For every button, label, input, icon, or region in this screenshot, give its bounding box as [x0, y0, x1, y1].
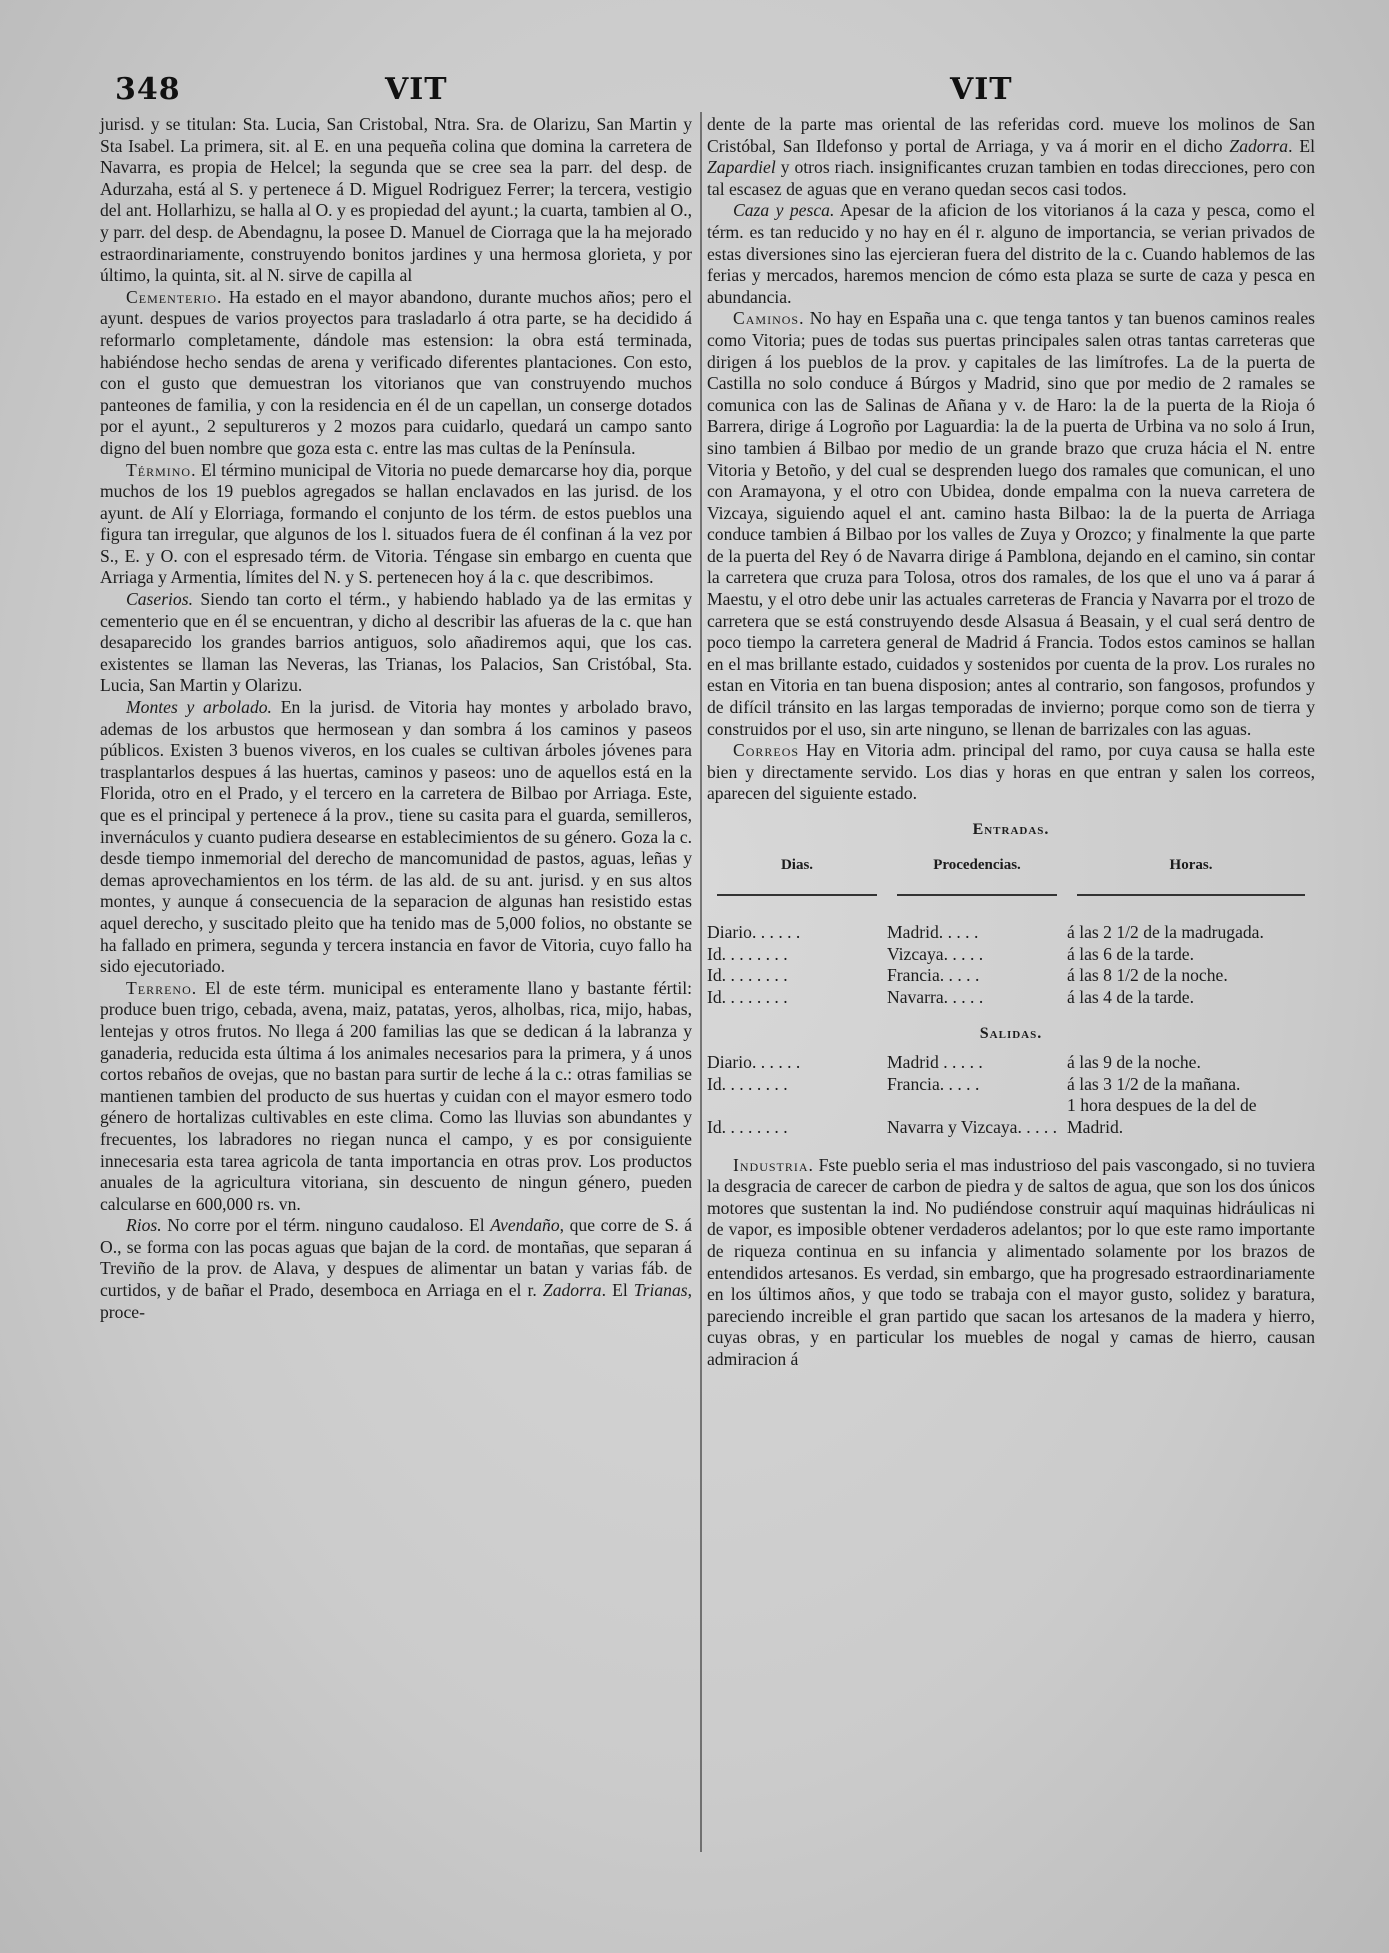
correos-heading: Correos	[733, 740, 800, 761]
terreno-text: El de este térm. municipal es enteramente llano y bastante fértil: produce buen trigo, cebada, avena, maiz, patatas, yeros, alholbas, rica, mijo, habas, lentejas y otros frutos. No llega á 200 familias las que se dedican á la labranza y ganaderia, reducida esta última á los animales necesarios para la primera, y á unos cortos rebaños de ovejas, que no bastan para surtir de leche á la c.: otras familias se mantienen tambien del producto de sus huertas y cuidan con el mayor esmero todo género de hortalizas cultivables en este clima. Como las lluvias son abundantes y frecuentes, los labradores no riegan nunca el campo, y es por consiguiente innecesaria esta tarea agricola de tanta importancia en otras prov. Los productos anuales de la agricultura vitoriana, sin descuento de ningun género, pueden calcularse en 600,000 rs. vn.	[100, 977, 692, 1214]
row-hora: á las 6 de la tarde.	[1067, 943, 1195, 964]
rios-zadorra: Zadorra	[542, 1280, 602, 1301]
rios-continuation	[707, 114, 1315, 200]
industria-paragraph	[707, 1155, 1315, 1371]
cementerio-paragraph	[100, 287, 692, 460]
row-hora: 1 hora despues de la del de Madrid.	[1067, 1095, 1257, 1137]
table-row	[707, 965, 1315, 987]
rios-text-d: , proce-	[100, 1280, 692, 1322]
rios-heading: Rios.	[126, 1215, 162, 1236]
cementerio-heading: Cementerio.	[126, 286, 223, 307]
row-hora: á las 9 de la noche.	[1067, 1052, 1201, 1073]
row-proc: Navarra. . . . .	[887, 986, 984, 1007]
caza-text: Apesar de la aficion de los vitorianos á la caza y pesca, como el térm. es tan reducido y no hay en él r. alguno de importancia, se verian privados de estas diversiones sino las ejercieran fuera del distrito de la c. Cuando hablemos de las ferias y mercados, haremos mencion de cómo esta plaza se surte de caza y pesca en abundancia.	[707, 200, 1315, 307]
rios-cont-a: dente de la parte mas oriental de las referidas cord. mueve los molinos de San Cristóbal, San Ildefonso y portal de Arriaga, y va á morir en el dicho	[707, 114, 1315, 156]
row-dia: Id. . . . . . . .	[707, 965, 788, 986]
row-hora: á las 4 de la tarde.	[1067, 986, 1195, 1007]
industria-heading: Industria.	[733, 1154, 814, 1175]
row-proc: Vizcaya. . . . .	[887, 943, 984, 964]
row-dia: Id. . . . . . . .	[707, 986, 788, 1007]
row-hora: á las 8 1/2 de la noche.	[1067, 965, 1228, 986]
table-row	[707, 1095, 1315, 1138]
montes-text: En la jurisd. de Vitoria hay montes y arbolado bravo, ademas de los arbustos que hermosean y dan sombra á los caminos y paseos públicos. Existen 3 buenos viveros, en los cuales se cultivan árboles jóvenes para trasplantarlos despues á las huertas, caminos y paseos: uno de aquellos está en la Florida, otro en el Prado, y el tercero en la carretera de Bilbao por Arriaga. Este, que es el principal y pertenece á la prov., tiene su casita para el guarda, semilleros, invernáculos y cuanto pudiera desearse en establecimientos de su género. Goza la c. desde tiempo inmemorial del derecho de mancomunidad de pastos, aguas, leñas y demas aprovechamientos en los térm. de las ald. de su ant. jurisd. y en sus altos montes, y aunque á consecuencia de la separacion de algunas han resistido estas aquel derecho, y suscitado pleito que ha tenido mas de 5,000 folios, no obstante se ha fallado en primera, segunda y tercera instancia en favor de Vitoria, cuyo fallo ha sido ejecutoriado.	[100, 697, 692, 977]
rios-trianas: Trianas	[633, 1280, 688, 1301]
rios-text-c: . El	[601, 1280, 628, 1301]
col-procedencias: Procedencias.	[933, 856, 1021, 873]
row-hora: á las 2 1/2 de la madrugada.	[1067, 922, 1264, 943]
montes-paragraph	[100, 697, 692, 978]
entradas-caption: Entradas.	[972, 821, 1050, 838]
rios-paragraph	[100, 1215, 692, 1323]
termino-text: El término municipal de Vitoria no puede demarcarse hoy dia, porque muchos de los 19 pueblos agregados se hallan enclavados en las jurisd. de los ayunt. de Alí y Elorriaga, formando el conjunto de los térm. de estos pueblos una figura tan irregular, que algunos de los l. situados fuera de él confinan á la vez por S., E. y O. con el espresado térm. de Vitoria. Téngase sin embargo en cuenta que Arriaga y Armentia, límites del N. y S. pertenecen hoy á la c. que describimos.	[100, 459, 692, 588]
termino-paragraph	[100, 460, 692, 590]
row-dia: Id. . . . . . . .	[707, 1116, 788, 1137]
caminos-text: No hay en España una c. que tenga tantos y tan buenos caminos reales como Vitoria; pues de todas sus puertas principales salen otras tantas carreteras que dirigen á los pueblos de la prov. y capitales de las limítrofes. La de la puerta de Castilla no solo conduce á Búrgos y Madrid, sino que por medio de 2 ramales se comunica con las de Salinas de Añana y v. de Haro: la de la puerta de la Rioja ó Barrera, dirige á Logroño por Laguardia: la de la puerta de Urbina va no solo á Irun, sino tambien á Bilbao por medio de un grande brazo que cruza hácia el N. entre Vitoria y Betoño, y del cual se desprenden luego dos ramales que comunican, el uno con Aramayona, y el otro con Ubidea, donde empalma con la nueva carretera de Vizcaya, siguiendo aquel el ant. camino hasta Bilbao: la de la puerta de Arriaga conduce tambien á Bilbao por los valles de Zuya y Orozco; y finalmente la que parte de la puerta del Rey ó de Navarra dirige á Pamblona, dejando en el camino, sin contar la carretera que cruza para Tolosa, otros dos ramales, de los que el uno va á parar á Maestu, y el otro debe unir las actuales carreteras de Francia y Navarra por el trozo de carretera que se está construyendo desde Alsasua á Beasain, y el cual será dentro de poco tiempo la carretera general de Madrid á Francia. Todos estos caminos se hallan en el mas brillante estado, cuidados y sostenidos por cuenta de la prov. Los rurales no estan en Vitoria en tan buena disposion; antes al contrario, son fangosos, profundos y de difícil tránsito en las largas temporadas de invierno; porque como son de tierra y construidos por el uso, sin arte ninguno, se llenan de barrizales con las aguas.	[707, 308, 1315, 739]
caserios-text: Siendo tan corto el térm., y habiendo hablado ya de las ermitas y cementerio que en él se encuentran, y dicho al describir las afueras de la c. que han desaparecido los grandes barrios antiguos, solo añadiremos aqui, que los cas. existentes se llaman las Neveras, las Trianas, los Palacios, San Cristóbal, Sta. Lucia, San Martin y Olarizu.	[100, 589, 692, 696]
header-rules	[707, 894, 1315, 896]
mail-schedule-table	[707, 819, 1315, 1139]
row-proc: Navarra y Vizcaya. . . . .	[887, 1116, 1058, 1137]
row-dia: Id. . . . . . . .	[707, 1073, 788, 1094]
table-row	[707, 1074, 1315, 1096]
caserios-paragraph	[100, 589, 692, 697]
row-dia: Id. . . . . . . .	[707, 943, 788, 964]
intro-paragraph: jurisd. y se titulan: Sta. Lucia, San Cristobal, Ntra. Sra. de Olarizu, San Martin y Sta Isabel. La primera, sit. al E. en una pequeña colina que domina la carretera de Navarra, es propia de Helcel; la segunda que se cree sea la parr. del desp. de Adurzaha, está al S. y pertenece á D. Miguel Rodriguez Ferrer; la tercera, vestigio del ant. Hollarhizu, se halla al O. y es propiedad del ayunt.; la cuarta, tambien al O., y parr. del desp. de Abendagnu, la posee D. Manuel de Ciorraga que la ha mejorado estraordinariamente, construyendo bonitos jardines y una hermosa glorieta, y por último, la quinta, sit. al N. sirve de capilla al	[100, 114, 692, 286]
row-proc: Madrid. . . . .	[887, 922, 979, 943]
caza-paragraph	[707, 200, 1315, 308]
rios-avendano: Avendaño	[490, 1215, 560, 1236]
industria-text: Fste pueblo seria el mas industrioso del pais vascongado, si no tuviera la desgracia de carecer de carbon de piedra y de saltos de agua, que son los dos únicos motores que sustentan la ind. No pudiéndose construir aquí maquinas hidráulicas ni de vapor, es imposible obtener verdaderos adelantos; por lo que este ramo importante de riqueza continua en su infancia y alimentado solamente por los brazos de entendidos artesanos. Es verdad, sin embargo, que ha progresado estraordinariamente en los últimos años, y que todo se trabaja con el mayor gusto, solidez y baratura, pareciendo increible el gran partido que sacan los artesanos de la madera y hierro, cuyas obras, y en particular los muebles de nogal y camas de hierro, causan admiracion á	[707, 1154, 1315, 1369]
correos-paragraph	[707, 740, 1315, 805]
caminos-heading: Caminos.	[733, 308, 805, 329]
page-number: 348	[115, 72, 181, 107]
terreno-heading: Terreno.	[126, 977, 198, 998]
rios-cont-c: y otros riach. insignificantes cruzan tambien en todas direcciones, pero con tal escasez de aguas que en verano quedan secos casi todos.	[707, 157, 1315, 199]
row-proc: Francia. . . . .	[887, 1073, 980, 1094]
rios-text-a: No corre por el térm. ninguno caudaloso. El	[167, 1215, 485, 1236]
row-dia: Diario. . . . . .	[707, 922, 801, 943]
table-header	[707, 855, 1315, 877]
right-column	[707, 114, 1315, 1370]
running-head-right: VIT	[950, 72, 1013, 107]
table-row	[707, 987, 1315, 1009]
row-proc: Madrid . . . . .	[887, 1052, 983, 1073]
salidas-caption: Salidas.	[979, 1024, 1043, 1042]
left-column	[100, 114, 692, 1323]
running-head-left: VIT	[385, 72, 448, 107]
row-proc: Francia. . . . .	[887, 965, 980, 986]
column-divider	[700, 112, 702, 1852]
rios-cont-zapardiel: Zapardiel	[707, 157, 776, 178]
rios-cont-zadorra: Zadorra	[1229, 135, 1289, 156]
terreno-paragraph	[100, 978, 692, 1216]
cementerio-text: Ha estado en el mayor abandono, durante muchos años; pero el ayunt. despues de varios proyectos para trasladarlo á otra parte, se ha decidido á reformarlo completamente, dándole mas estension: la obra está terminada, habiéndose hecho sendas de arena y verificado diferentes plantaciones. Con esto, con el gusto que demuestran los vitorianos que van construyendo muchos panteones de familia, y con la residencia en él de un capellan, un conserge dotados por el ayunt., 2 sepultureros y 2 mozos para cuidarlo, quedará un campo santo digno del buen nombre que goza esta c. entre las mas cultas de la Península.	[100, 286, 693, 458]
col-horas: Horas.	[1169, 856, 1213, 873]
table-row	[707, 1052, 1315, 1074]
row-hora: á las 3 1/2 de la mañana.	[1067, 1073, 1241, 1094]
montes-heading: Montes y arbolado.	[126, 697, 272, 718]
caza-heading: Caza y pesca.	[733, 200, 835, 221]
caserios-heading: Caserios.	[126, 589, 193, 610]
row-dia: Diario. . . . . .	[707, 1052, 801, 1073]
rios-cont-b: . El	[1288, 135, 1315, 156]
caminos-paragraph	[707, 308, 1315, 740]
col-dias: Dias.	[780, 856, 814, 873]
termino-heading: Término.	[126, 459, 197, 480]
correos-text: Hay en Vitoria adm. principal del ramo, por cuya causa se halla este bien y directamente servido. Los dias y horas en que entran y salen los correos, aparecen del siguiente estado.	[707, 740, 1315, 804]
table-row	[707, 922, 1315, 944]
rios-text-b: , que corre de S. á O., se forma con las pocas aguas que bajan de la cord. de montañas, que separan á Treviño de la prov. de Alava, y despues de alimentar un batan y varias fáb. de curtidos, y de bañar el Prado, desemboca en Arriaga en el r.	[100, 1215, 693, 1301]
table-row	[707, 944, 1315, 966]
